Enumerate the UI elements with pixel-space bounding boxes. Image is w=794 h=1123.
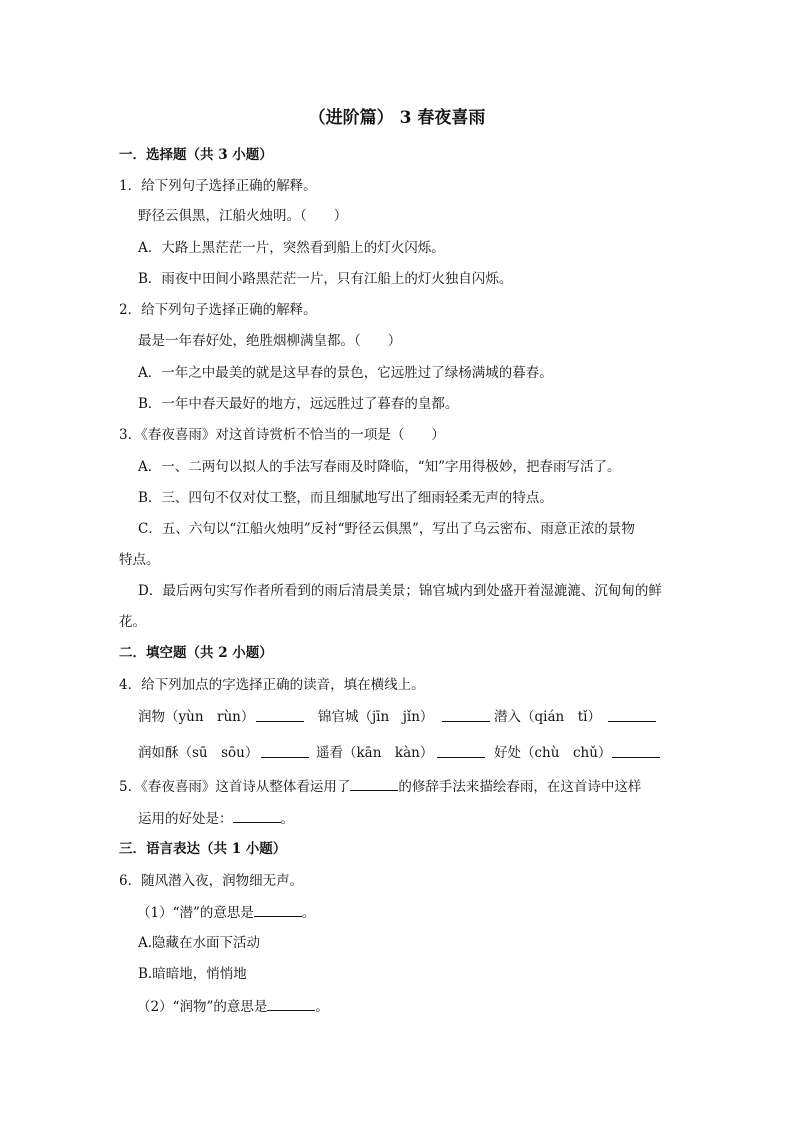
q6-part1: （1）“潜”的意思是 。 [137,902,315,923]
q6-stem: 6．随风潜入夜，润物细无声。 [119,873,304,889]
q6-option-b: B.暗暗地，悄悄地 [138,966,247,982]
q2-option-a: A．一年之中最美的就是这早春的景色，它远胜过了绿杨满城的暮春。 [138,365,553,381]
q4-item: 遥看（kān kàn） [316,745,434,761]
q4-answer-blank[interactable] [261,743,309,758]
q4-answer-blank[interactable] [437,743,485,758]
section-heading-fill: 二．填空题（共 2 小题） [119,645,273,661]
q2-sentence: 最是一年春好处，绝胜烟柳满皇都。（ ） [138,333,402,349]
q3-option-d-line1: D．最后两句实写作者所看到的雨后清晨美景；锦官城内到处盛开着湿漉漉、沉甸甸的鲜 [138,583,662,599]
q4-answer-blank[interactable] [608,707,656,722]
section-heading-choice: 一．选择题（共 3 小题） [119,147,273,163]
q3-option-a: A．一、二两句以拟人的手法写春雨及时降临，“知”字用得极妙，把春雨写活了。 [138,459,621,475]
q4-item: 润物（yùn rùn） [138,709,255,725]
q4-item: 锦官城（jīn jǐn） [318,709,434,725]
q4-answer-blank[interactable] [612,743,660,758]
q6-part2: （2）“润物”的意思是 。 [137,996,329,1017]
q5-line1: 5．《春夜喜雨》这首诗从整体看运用了 的修辞手法来描绘春雨，在这首诗中这样 [119,776,641,797]
q3-option-c-line1: C．五、六句以“江船火烛明”反衬“野径云俱黑”，写出了乌云密布、雨意正浓的景物 [138,521,635,537]
q4-item: 潜入（qián tǐ） [494,709,601,725]
q3-stem: 3．《春夜喜雨》对这首诗赏析不恰当的一项是（ ） [119,427,445,443]
q4-answer-blank[interactable] [256,707,304,722]
q1-option-a: A．大路上黑茫茫一片，突然看到船上的灯火闪烁。 [138,240,445,256]
q5-blank-benefit[interactable] [233,808,281,823]
q3-option-d-line2: 花。 [119,614,146,630]
q6-option-a: A.隐藏在水面下活动 [138,935,261,951]
q1-sentence: 野径云俱黑，江船火烛明。（ ） [138,208,348,224]
q2-option-b: B．一年中春天最好的地方，远远胜过了暮春的皇都。 [138,396,459,412]
q4-answer-blank[interactable] [442,707,490,722]
q2-stem: 2．给下列句子选择正确的解释。 [119,302,317,318]
q6-blank-qian[interactable] [254,902,302,917]
q3-option-c-line2: 特点。 [119,552,160,568]
q5-blank-rhetoric[interactable] [350,776,398,791]
q4-item: 好处（chù chǔ） [494,745,612,761]
q1-stem: 1．给下列句子选择正确的解释。 [119,178,317,194]
q5-line2: 运用的好处是： 。 [138,808,294,829]
q1-option-b: B．雨夜中田间小路黑茫茫一片，只有江船上的灯火独自闪烁。 [138,271,513,287]
q6-blank-runwu[interactable] [267,996,315,1011]
q3-option-b: B．三、四句不仅对仗工整，而且细腻地写出了细雨轻柔无声的特点。 [138,490,553,506]
section-heading-expression: 三．语言表达（共 1 小题） [119,841,287,857]
q4-item: 润如酥（sū sōu） [138,745,259,761]
page-title: （进阶篇） 3 春夜喜雨 [308,108,486,128]
q4-stem: 4．给下列加点的字选择正确的读音，填在横线上。 [119,677,425,693]
